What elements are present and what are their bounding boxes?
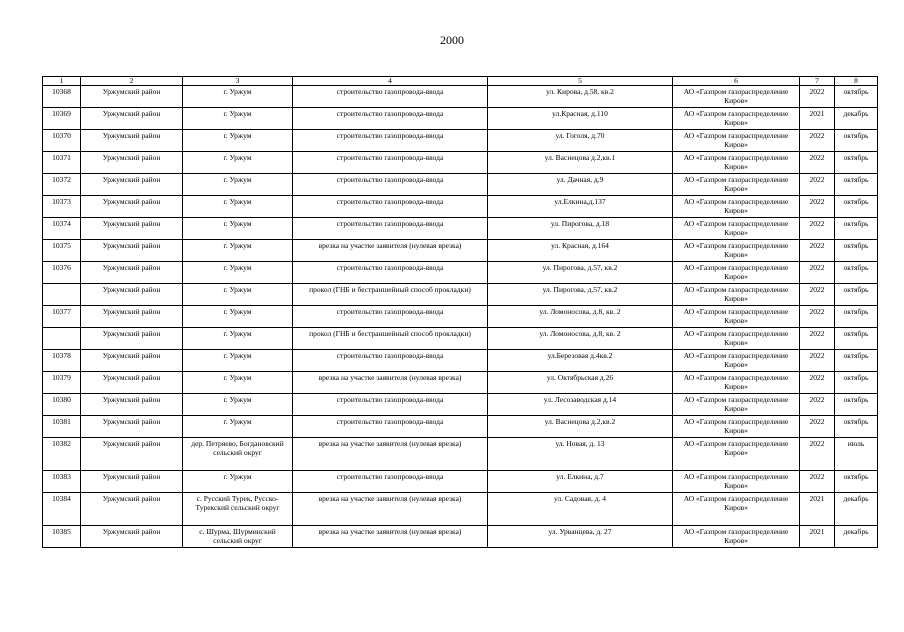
row-number: 10385 [43, 526, 81, 548]
year-cell: 2022 [800, 284, 835, 306]
organization-cell: АО «Газпром газораспределение Киров» [673, 438, 800, 471]
organization-cell: АО «Газпром газораспределение Киров» [673, 240, 800, 262]
locality-cell: г. Уржум [183, 394, 293, 416]
work-type-cell: строительство газопровода-ввода [293, 416, 488, 438]
locality-cell: г. Уржум [183, 240, 293, 262]
work-type-cell: строительство газопровода-ввода [293, 218, 488, 240]
locality-cell: с. Русский Турек, Русско-Турекский сельский округ [183, 493, 293, 526]
table-row [43, 526, 878, 548]
column-header: 8 [835, 77, 878, 86]
table-row [43, 394, 878, 416]
locality-cell: г. Уржум [183, 174, 293, 196]
month-cell: октябрь [835, 350, 878, 372]
district-cell: Уржумский район [81, 152, 183, 174]
page-number: 2000 [440, 33, 464, 47]
table-row [43, 284, 878, 306]
month-cell: июль [835, 438, 878, 471]
work-type-cell: строительство газопровода-ввода [293, 86, 488, 108]
address-cell: ул. Гоголя, д.70 [488, 130, 673, 152]
district-cell: Уржумский район [81, 471, 183, 493]
organization-cell: АО «Газпром газораспределение Киров» [673, 416, 800, 438]
organization-cell: АО «Газпром газораспределение Киров» [673, 350, 800, 372]
year-cell: 2022 [800, 152, 835, 174]
month-cell: октябрь [835, 471, 878, 493]
year-cell: 2022 [800, 240, 835, 262]
district-cell: Уржумский район [81, 372, 183, 394]
address-cell: ул. Пирогова, д.57, кв.2 [488, 262, 673, 284]
locality-cell: г. Уржум [183, 218, 293, 240]
organization-cell: АО «Газпром газораспределение Киров» [673, 328, 800, 350]
table-row [43, 86, 878, 108]
column-header: 7 [800, 77, 835, 86]
district-cell: Уржумский район [81, 240, 183, 262]
district-cell: Уржумский район [81, 526, 183, 548]
work-type-cell: прокол (ГНБ и бестраншейный способ прокладки) [293, 284, 488, 306]
year-cell: 2022 [800, 416, 835, 438]
row-number: 10374 [43, 218, 81, 240]
row-number: 10378 [43, 350, 81, 372]
month-cell: октябрь [835, 174, 878, 196]
month-cell: октябрь [835, 306, 878, 328]
table-row [43, 152, 878, 174]
year-cell: 2022 [800, 174, 835, 196]
address-cell: ул. Октябрьская д.26 [488, 372, 673, 394]
table-row [43, 438, 878, 471]
row-number: 10370 [43, 130, 81, 152]
address-cell: ул. Кирова, д.58, кв.2 [488, 86, 673, 108]
month-cell: декабрь [835, 493, 878, 526]
year-cell: 2021 [800, 108, 835, 130]
table-row [43, 471, 878, 493]
organization-cell: АО «Газпром газораспределение Киров» [673, 262, 800, 284]
address-cell: ул.Красная, д.110 [488, 108, 673, 130]
table-row [43, 493, 878, 526]
work-type-cell: строительство газопровода-ввода [293, 130, 488, 152]
organization-cell: АО «Газпром газораспределение Киров» [673, 152, 800, 174]
work-type-cell: врезка на участке заявителя (нулевая врезка) [293, 372, 488, 394]
column-header: 1 [43, 77, 81, 86]
locality-cell: с. Шурма, Шурминский сельский округ [183, 526, 293, 548]
locality-cell: г. Уржум [183, 416, 293, 438]
gasification-table [42, 76, 878, 548]
month-cell: октябрь [835, 130, 878, 152]
year-cell: 2022 [800, 218, 835, 240]
district-cell: Уржумский район [81, 262, 183, 284]
work-type-cell: врезка на участке заявителя (нулевая врезка) [293, 438, 488, 471]
district-cell: Уржумский район [81, 493, 183, 526]
district-cell: Уржумский район [81, 174, 183, 196]
month-cell: октябрь [835, 394, 878, 416]
organization-cell: АО «Газпром газораспределение Киров» [673, 284, 800, 306]
address-cell: ул. Ломоносова, д.8, кв. 2 [488, 306, 673, 328]
table-row [43, 262, 878, 284]
organization-cell: АО «Газпром газораспределение Киров» [673, 108, 800, 130]
year-cell: 2022 [800, 471, 835, 493]
column-header: 6 [673, 77, 800, 86]
work-type-cell: строительство газопровода-ввода [293, 306, 488, 328]
row-number: 10372 [43, 174, 81, 196]
locality-cell: г. Уржум [183, 262, 293, 284]
address-cell: ул. Новая, д. 13 [488, 438, 673, 471]
column-number-row [43, 77, 878, 86]
row-number: 10380 [43, 394, 81, 416]
table-row [43, 196, 878, 218]
row-number: 10384 [43, 493, 81, 526]
locality-cell: г. Уржум [183, 372, 293, 394]
organization-cell: АО «Газпром газораспределение Киров» [673, 306, 800, 328]
year-cell: 2022 [800, 306, 835, 328]
locality-cell: г. Уржум [183, 108, 293, 130]
column-header: 4 [293, 77, 488, 86]
address-cell: ул. Васнецова д.2,кв.2 [488, 416, 673, 438]
locality-cell: г. Уржум [183, 86, 293, 108]
work-type-cell: строительство газопровода-ввода [293, 394, 488, 416]
year-cell: 2022 [800, 130, 835, 152]
organization-cell: АО «Газпром газораспределение Киров» [673, 493, 800, 526]
district-cell: Уржумский район [81, 218, 183, 240]
year-cell: 2022 [800, 350, 835, 372]
locality-cell: г. Уржум [183, 350, 293, 372]
table-row [43, 306, 878, 328]
organization-cell: АО «Газпром газораспределение Киров» [673, 130, 800, 152]
table-row [43, 174, 878, 196]
district-cell: Уржумский район [81, 328, 183, 350]
district-cell: Уржумский район [81, 130, 183, 152]
address-cell: ул. Васнецова д.2,кв.1 [488, 152, 673, 174]
district-cell: Уржумский район [81, 394, 183, 416]
month-cell: октябрь [835, 218, 878, 240]
row-number: 10369 [43, 108, 81, 130]
work-type-cell: строительство газопровода-ввода [293, 350, 488, 372]
table-row [43, 416, 878, 438]
table-row [43, 130, 878, 152]
month-cell: октябрь [835, 328, 878, 350]
work-type-cell: прокол (ГНБ и бестраншейный способ прокладки) [293, 328, 488, 350]
year-cell: 2021 [800, 526, 835, 548]
address-cell: ул.Елкина,д.137 [488, 196, 673, 218]
year-cell: 2022 [800, 438, 835, 471]
organization-cell: АО «Газпром газораспределение Киров» [673, 218, 800, 240]
work-type-cell: строительство газопровода-ввода [293, 108, 488, 130]
row-number: 10381 [43, 416, 81, 438]
locality-cell: г. Уржум [183, 284, 293, 306]
locality-cell: г. Уржум [183, 130, 293, 152]
work-type-cell: строительство газопровода-ввода [293, 262, 488, 284]
organization-cell: АО «Газпром газораспределение Киров» [673, 394, 800, 416]
address-cell: ул. Красная, д.164 [488, 240, 673, 262]
table-row [43, 240, 878, 262]
year-cell: 2021 [800, 493, 835, 526]
organization-cell: АО «Газпром газораспределение Киров» [673, 526, 800, 548]
year-cell: 2022 [800, 196, 835, 218]
month-cell: октябрь [835, 196, 878, 218]
month-cell: октябрь [835, 152, 878, 174]
row-number: 10376 [43, 262, 81, 284]
district-cell: Уржумский район [81, 350, 183, 372]
locality-cell: г. Уржум [183, 328, 293, 350]
month-cell: октябрь [835, 262, 878, 284]
address-cell: ул. Дачная, д.9 [488, 174, 673, 196]
year-cell: 2022 [800, 394, 835, 416]
month-cell: октябрь [835, 416, 878, 438]
work-type-cell: строительство газопровода-ввода [293, 471, 488, 493]
locality-cell: г. Уржум [183, 471, 293, 493]
district-cell: Уржумский район [81, 86, 183, 108]
work-type-cell: строительство газопровода-ввода [293, 174, 488, 196]
district-cell: Уржумский район [81, 416, 183, 438]
table-row [43, 372, 878, 394]
column-header: 2 [81, 77, 183, 86]
month-cell: октябрь [835, 86, 878, 108]
address-cell: ул. Пирогова, д.57, кв.2 [488, 284, 673, 306]
column-header: 5 [488, 77, 673, 86]
table-row [43, 350, 878, 372]
row-number: 10371 [43, 152, 81, 174]
address-cell: ул. Елкина, д.7 [488, 471, 673, 493]
work-type-cell: врезка на участке заявителя (нулевая врезка) [293, 526, 488, 548]
address-cell: ул. Ломоносова, д.8, кв. 2 [488, 328, 673, 350]
month-cell: декабрь [835, 526, 878, 548]
work-type-cell: строительство газопровода-ввода [293, 196, 488, 218]
row-number: 10379 [43, 372, 81, 394]
year-cell: 2022 [800, 328, 835, 350]
column-header: 3 [183, 77, 293, 86]
table-row [43, 108, 878, 130]
district-cell: Уржумский район [81, 284, 183, 306]
district-cell: Уржумский район [81, 108, 183, 130]
row-number [43, 328, 81, 350]
organization-cell: АО «Газпром газораспределение Киров» [673, 471, 800, 493]
locality-cell: г. Уржум [183, 306, 293, 328]
organization-cell: АО «Газпром газораспределение Киров» [673, 174, 800, 196]
organization-cell: АО «Газпром газораспределение Киров» [673, 196, 800, 218]
organization-cell: АО «Газпром газораспределение Киров» [673, 86, 800, 108]
locality-cell: г. Уржум [183, 196, 293, 218]
table-row [43, 218, 878, 240]
work-type-cell: врезка на участке заявителя (нулевая врезка) [293, 240, 488, 262]
district-cell: Уржумский район [81, 438, 183, 471]
row-number: 10377 [43, 306, 81, 328]
month-cell: октябрь [835, 372, 878, 394]
year-cell: 2022 [800, 372, 835, 394]
address-cell: ул. Лесозаводская д.14 [488, 394, 673, 416]
address-cell: ул. Урванцева, д. 27 [488, 526, 673, 548]
locality-cell: г. Уржум [183, 152, 293, 174]
locality-cell: дер. Петряево, Богдановский сельский округ [183, 438, 293, 471]
row-number [43, 284, 81, 306]
organization-cell: АО «Газпром газораспределение Киров» [673, 372, 800, 394]
year-cell: 2022 [800, 262, 835, 284]
row-number: 10373 [43, 196, 81, 218]
address-cell: ул. Пирогова, д.18 [488, 218, 673, 240]
district-cell: Уржумский район [81, 306, 183, 328]
address-cell: ул.Березовая д.4кв.2 [488, 350, 673, 372]
month-cell: декабрь [835, 108, 878, 130]
row-number: 10382 [43, 438, 81, 471]
work-type-cell: строительство газопровода-ввода [293, 152, 488, 174]
work-type-cell: врезка на участке заявителя (нулевая врезка) [293, 493, 488, 526]
row-number: 10368 [43, 86, 81, 108]
table-row [43, 328, 878, 350]
district-cell: Уржумский район [81, 196, 183, 218]
row-number: 10375 [43, 240, 81, 262]
month-cell: октябрь [835, 284, 878, 306]
year-cell: 2022 [800, 86, 835, 108]
row-number: 10383 [43, 471, 81, 493]
month-cell: октябрь [835, 240, 878, 262]
address-cell: ул. Садовая, д. 4 [488, 493, 673, 526]
